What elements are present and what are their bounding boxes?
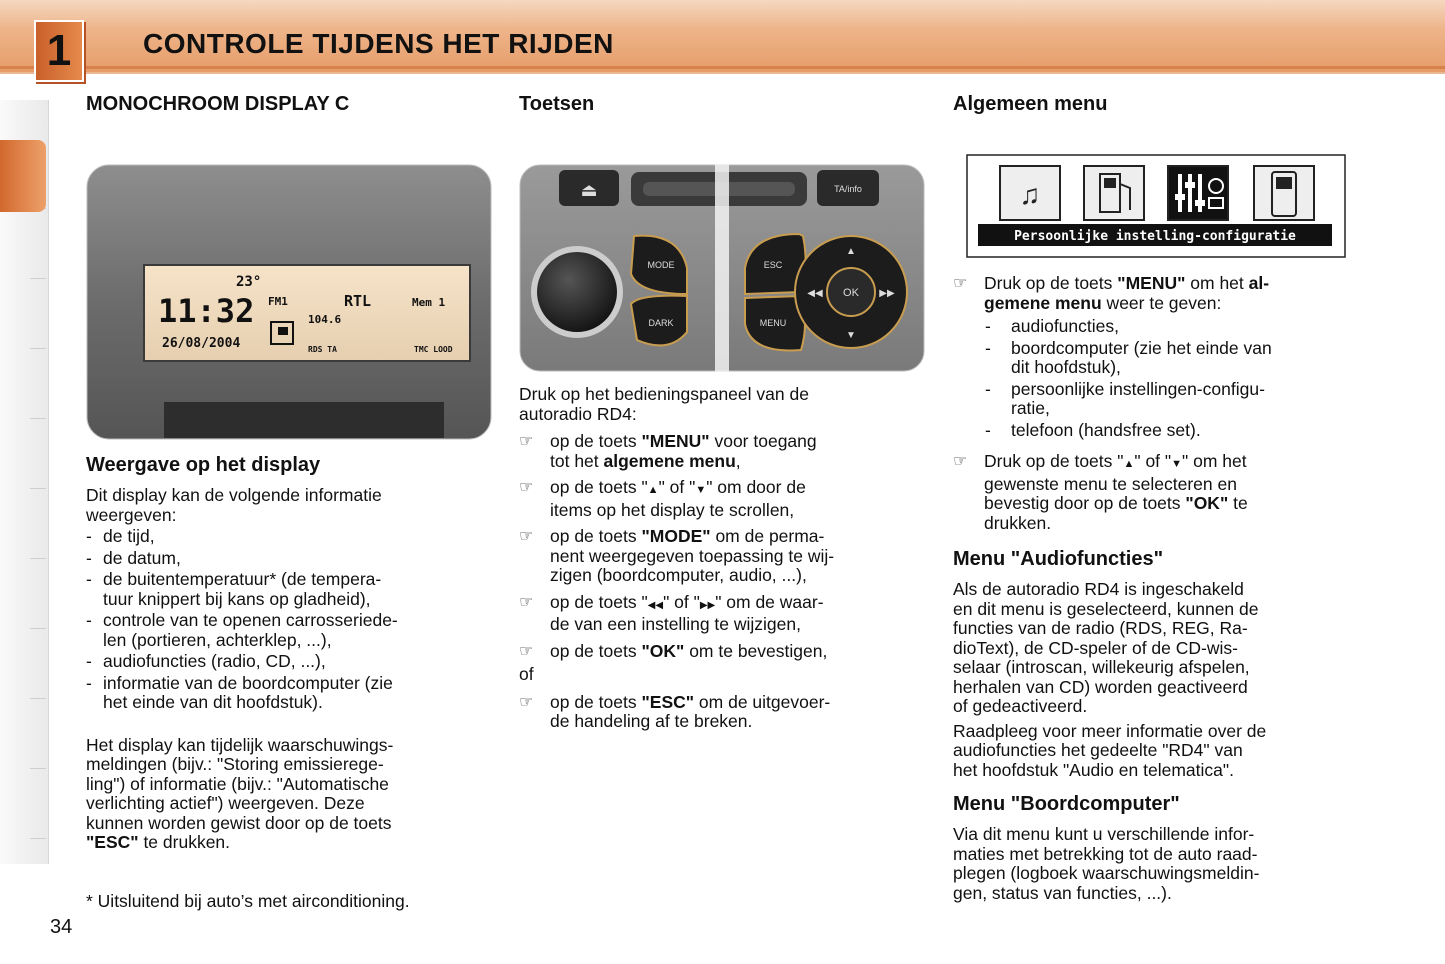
list-item: - informatie van de boordcomputer (zie het einde van dit hoofdstuk). xyxy=(86,674,492,713)
telephone-menu-icon xyxy=(1254,166,1314,220)
footnote: * Uitsluitend bij auto’s met airconditioning. xyxy=(86,891,410,911)
nav-right-icon: ▶▶ xyxy=(879,288,895,299)
pointing-hand-icon: ☞ xyxy=(519,528,534,545)
bullet-esc: ☞ op de toets "ESC" om de uitgevoer- de handeling af te breken. xyxy=(519,691,831,731)
info-list xyxy=(86,527,492,713)
audio-reference-paragraph: Raadpleeg voor meer informatie over de audiofuncties het gedeelte "RD4" van het hoofdstuk "Audio en telematica". xyxy=(953,720,1267,780)
arrow-up-icon: ▲ xyxy=(1123,458,1135,470)
heading-toetsen: Toetsen xyxy=(519,93,595,115)
pointing-hand-icon: ☞ xyxy=(519,693,534,711)
column-display xyxy=(86,90,492,853)
list-item: - boordcomputer (zie het einde van dit hoofdstuk), xyxy=(953,339,1359,378)
display-photo xyxy=(86,164,492,440)
pointing-hand-icon: ☞ xyxy=(519,642,534,660)
bullet-scroll: ☞ op de toets "▲" of "▼" om door de items op het display te scrollen, xyxy=(519,477,806,520)
lcd-preset: Mem 1 xyxy=(412,296,446,309)
general-menu-screen xyxy=(966,154,1346,258)
side-thumb-index xyxy=(0,100,49,864)
lcd-date: 26/08/2004 xyxy=(162,336,241,351)
control-panel-photo xyxy=(519,164,925,372)
menu-button-label: MENU xyxy=(759,318,787,328)
mode-button-label: MODE xyxy=(647,260,675,270)
heading-weergave: Weergave op het display xyxy=(86,454,321,476)
list-item: - telefoon (handsfree set). xyxy=(953,421,1359,441)
heading-audiofuncties: Menu "Audiofuncties" xyxy=(953,548,1164,570)
boordcomputer-paragraph: Via dit menu kunt u verschillende infor- maties met betrekking tot de auto raad- plegen (logboek waarschuwingsmeldin- gen, status van functies, ...). xyxy=(953,824,1260,903)
lcd-temperature: 23° xyxy=(236,274,262,290)
ok-button-label: OK xyxy=(843,287,859,299)
arrow-down-icon: ▼ xyxy=(1171,458,1183,470)
list-item: - persoonlijke instellingen-configu- ratie, xyxy=(953,380,1359,419)
warning-paragraph: Het display kan tijdelijk waarschuwings- meldingen (bijv.: "Storing emissierege- ling") of informatie (bijv.: "Automatische verlichting actief") weergeven. Deze kunnen worden gewist door op de toets "ESC" te drukken. xyxy=(86,734,394,852)
audio-menu-icon xyxy=(1000,166,1060,220)
menu-caption: Persoonlijke instelling-configuratie xyxy=(1014,229,1296,244)
lcd-frequency: 104.6 xyxy=(308,313,342,326)
column-toetsen xyxy=(519,90,925,732)
arrow-left-icon: ◀◀ xyxy=(647,599,664,611)
lcd-station: RTL xyxy=(344,292,372,310)
arrow-down-icon: ▼ xyxy=(695,484,707,496)
pointing-hand-icon: ☞ xyxy=(953,275,968,292)
esc-button-label: ESC xyxy=(763,260,783,270)
lcd-rds-ta: RDS TA xyxy=(308,345,337,354)
settings-menu-icon xyxy=(1168,166,1228,220)
eject-icon: ⏏ xyxy=(580,180,598,200)
heading-boordcomputer: Menu "Boordcomputer" xyxy=(953,793,1180,815)
svg-text:♫: ♫ xyxy=(1019,179,1041,210)
arrow-up-icon: ▲ xyxy=(647,484,659,496)
dark-button-label: DARK xyxy=(648,318,674,328)
bullet-mode: ☞ op de toets "MODE" om de perma- nent weergegeven toepassing te wij- zigen (boordcomputer, audio, ...), xyxy=(519,526,835,585)
bullet-ok: ☞ op de toets "OK" om te bevestigen, xyxy=(519,640,828,661)
pointing-hand-icon: ☞ xyxy=(953,453,968,470)
panel-intro: Druk op het bedieningspaneel van de autoradio RD4: xyxy=(519,384,809,424)
list-item: - audiofuncties (radio, CD, ...), xyxy=(86,652,492,672)
arrow-right-icon: ▶▶ xyxy=(699,599,716,611)
list-item: - audiofuncties, xyxy=(953,317,1359,337)
side-tab-chapter-1 xyxy=(0,140,46,212)
bullet-menu: ☞ op de toets "MENU" voor toegang tot het algemene menu, xyxy=(519,431,817,471)
list-item: - de tijd, xyxy=(86,527,492,547)
bullet-select-menu: ☞ Druk op de toets "▲" of "▼" om het gewenste menu te selecteren en bevestig door op de toets "OK" te drukken. xyxy=(953,451,1248,533)
list-item: - de datum, xyxy=(86,549,492,569)
nav-up-icon: ▲ xyxy=(846,246,856,257)
lcd-band: FM1 xyxy=(268,295,288,308)
chapter-number-tab: 1 xyxy=(34,20,84,82)
intro-paragraph: Dit display kan de volgende informatie weergeven: xyxy=(86,485,382,525)
pointing-hand-icon: ☞ xyxy=(519,433,534,450)
nav-down-icon: ▼ xyxy=(846,330,856,341)
or-text: of xyxy=(519,664,534,684)
list-item: - de buitentemperatuur* (de tempera- tuur knippert bij kans op gladheid), xyxy=(86,570,492,609)
list-item: - controle van te openen carrosseriede- len (portieren, achterklep, ...), xyxy=(86,611,492,650)
bullet-value: ☞ op de toets "◀◀" of "▶▶" om de waar- de van een instelling te wijzigen, xyxy=(519,591,824,634)
lcd-time: 11:32 xyxy=(158,292,255,330)
page-number: 34 xyxy=(50,916,73,938)
page-title: CONTROLE TIJDENS HET RIJDEN xyxy=(143,28,614,59)
pointing-hand-icon: ☞ xyxy=(519,479,534,496)
bullet-open-menu: ☞ Druk op de toets "MENU" om het al- gemene menu weer te geven: xyxy=(953,273,1270,313)
heading-monochroom-display: MONOCHROOM DISPLAY C xyxy=(86,93,350,115)
column-algemeen-menu xyxy=(953,90,1359,903)
ta-button-label: TA/info xyxy=(834,184,862,194)
lcd-tmc: TMC LOOD xyxy=(414,345,453,354)
heading-algemeen-menu: Algemeen menu xyxy=(953,93,1108,115)
pointing-hand-icon: ☞ xyxy=(519,593,534,611)
menu-items-list xyxy=(953,317,1359,440)
audio-paragraph: Als de autoradio RD4 is ingeschakeld en dit menu is geselecteerd, kunnen de functies van de radio (RDS, REG, Ra- dioText), de CD-speler of de CD-wis- selaar (introscan, willekeurig afspelen, herhalen van CD) worden geactiveerd of gedeactiveerd. xyxy=(953,579,1259,716)
trip-computer-icon xyxy=(1084,166,1144,220)
nav-left-icon: ◀◀ xyxy=(807,288,823,299)
